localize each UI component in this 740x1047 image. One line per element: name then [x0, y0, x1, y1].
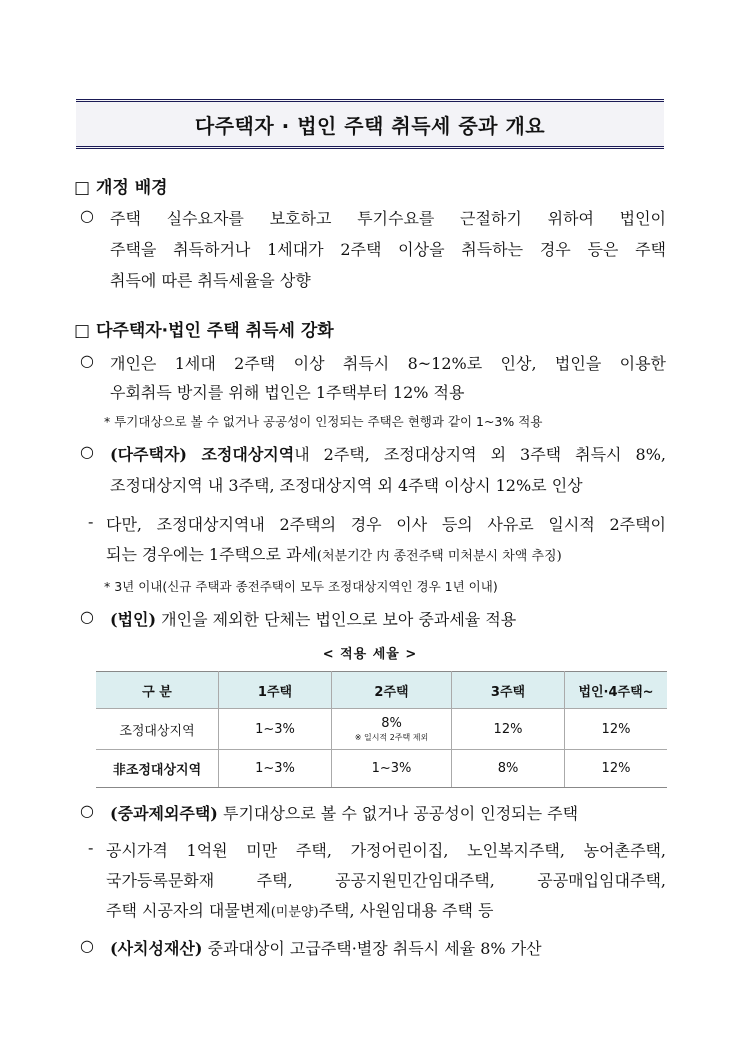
multi-home-line-2: 조정대상지역 내 3주택, 조정대상지역 외 4주택 이상시 12%로 인상	[110, 476, 583, 495]
rate-table	[96, 671, 667, 788]
document-title	[76, 99, 664, 149]
exempt-list-paren: (미분양)	[270, 905, 319, 920]
multi-home-line-1-rest: 내 2주택, 조정대상지역 외 3주택 취득시 8%,	[294, 445, 666, 464]
temporary-two-home-text: 되는 경우에는 1주택으로 과세	[106, 545, 317, 564]
luxury-label: (사치성재산)	[110, 939, 203, 958]
multi-home-line-1	[110, 442, 666, 465]
section-heading-background: □ 개정 배경	[74, 178, 168, 198]
row-label: 조정대상지역	[96, 709, 219, 750]
individual-line-1: 개인은 1세대 2주택 이상 취득시 8~12%로 인상, 법인을 이용한	[110, 354, 666, 373]
exempt-list-text-c: 주택, 사원임대용 주택 등	[318, 901, 494, 920]
bullet-circle: ○	[80, 206, 94, 225]
header-corp-four-home: 법인·4주택~	[565, 672, 668, 709]
individual-footnote: * 투기대상으로 볼 수 없거나 공공성이 인정되는 주택은 현행과 같이 1~3% 적용	[104, 414, 543, 429]
cell-value: 8%	[452, 750, 565, 788]
cell-value-main: 8%	[381, 715, 402, 731]
multi-home-label: (다주택자) 조정대상지역	[110, 445, 295, 464]
exempt-list-line-3	[106, 898, 493, 921]
corporation-label: (법인)	[110, 610, 157, 629]
bullet-circle: ○	[80, 801, 94, 820]
sub-bullet-dash: -	[88, 512, 94, 531]
header-category: 구 분	[96, 672, 219, 709]
exempt-label: (중과제외주택)	[110, 804, 218, 823]
background-line-1: 주택 실수요자를 보호하고 투기수요를 근절하기 위하여 법인이	[110, 209, 666, 228]
exempt-line	[110, 801, 578, 824]
temporary-two-home-line-2	[106, 542, 562, 565]
background-line-3: 취득에 따른 취득세율을 상향	[110, 271, 311, 290]
cell-value: 12%	[565, 750, 668, 788]
header-one-home: 1주택	[219, 672, 332, 709]
background-line-2: 주택을 취득하거나 1세대가 2주택 이상을 취득하는 경우 등은 주택	[110, 240, 666, 259]
header-three-home: 3주택	[452, 672, 565, 709]
exempt-rest: 투기대상으로 볼 수 없거나 공공성이 인정되는 주택	[222, 804, 579, 823]
individual-line-2: 우회취득 방지를 위해 법인은 1주택부터 12% 적용	[110, 383, 465, 402]
corporation-line	[110, 607, 516, 630]
temporary-two-home-line-1: 다만, 조정대상지역내 2주택의 경우 이사 등의 사유로 일시적 2주택이	[106, 515, 666, 534]
cell-value	[332, 709, 452, 750]
row-label: 非조정대상지역	[96, 750, 219, 788]
cell-note: ※ 일시적 2주택 제외	[354, 732, 429, 742]
corporation-rest: 개인을 제외한 단체는 법인으로 보아 중과세율 적용	[161, 610, 517, 629]
table-header-row	[96, 672, 667, 709]
table-row	[96, 709, 667, 750]
bullet-circle: ○	[80, 607, 94, 626]
temporary-two-home-paren: (처분기간 内 종전주택 미처분시 차액 추징)	[316, 549, 562, 564]
section-heading-strengthen: □ 다주택자·법인 주택 취득세 강화	[74, 321, 334, 341]
header-two-home: 2주택	[332, 672, 452, 709]
luxury-line	[110, 936, 542, 959]
cell-value: 1~3%	[219, 709, 332, 750]
table-row	[96, 750, 667, 788]
temporary-two-home-footnote: * 3년 이내(신규 주택과 종전주택이 모두 조정대상지역인 경우 1년 이내)	[104, 579, 498, 594]
table-caption: < 적용 세율 >	[322, 647, 418, 662]
exempt-list-line-1: 공시가격 1억원 미만 주택, 가정어린이집, 노인복지주택, 농어촌주택,	[106, 841, 666, 860]
title-text: 다주택자 · 법인 주택 취득세 중과 개요	[194, 113, 546, 138]
luxury-rest: 중과대상이 고급주택·별장 취득시 세율 8% 가산	[207, 939, 542, 958]
bullet-circle: ○	[80, 351, 94, 370]
cell-value: 1~3%	[332, 750, 452, 788]
exempt-list-line-2: 국가등록문화재 주택, 공공지원민간임대주택, 공공매입임대주택,	[106, 871, 666, 890]
exempt-list-text-a: 주택 시공자의 대물변제	[106, 901, 271, 920]
cell-value: 12%	[452, 709, 565, 750]
cell-value: 12%	[565, 709, 668, 750]
sub-bullet-dash: -	[88, 838, 94, 857]
bullet-circle: ○	[80, 442, 94, 461]
bullet-circle: ○	[80, 936, 94, 955]
cell-value: 1~3%	[219, 750, 332, 788]
